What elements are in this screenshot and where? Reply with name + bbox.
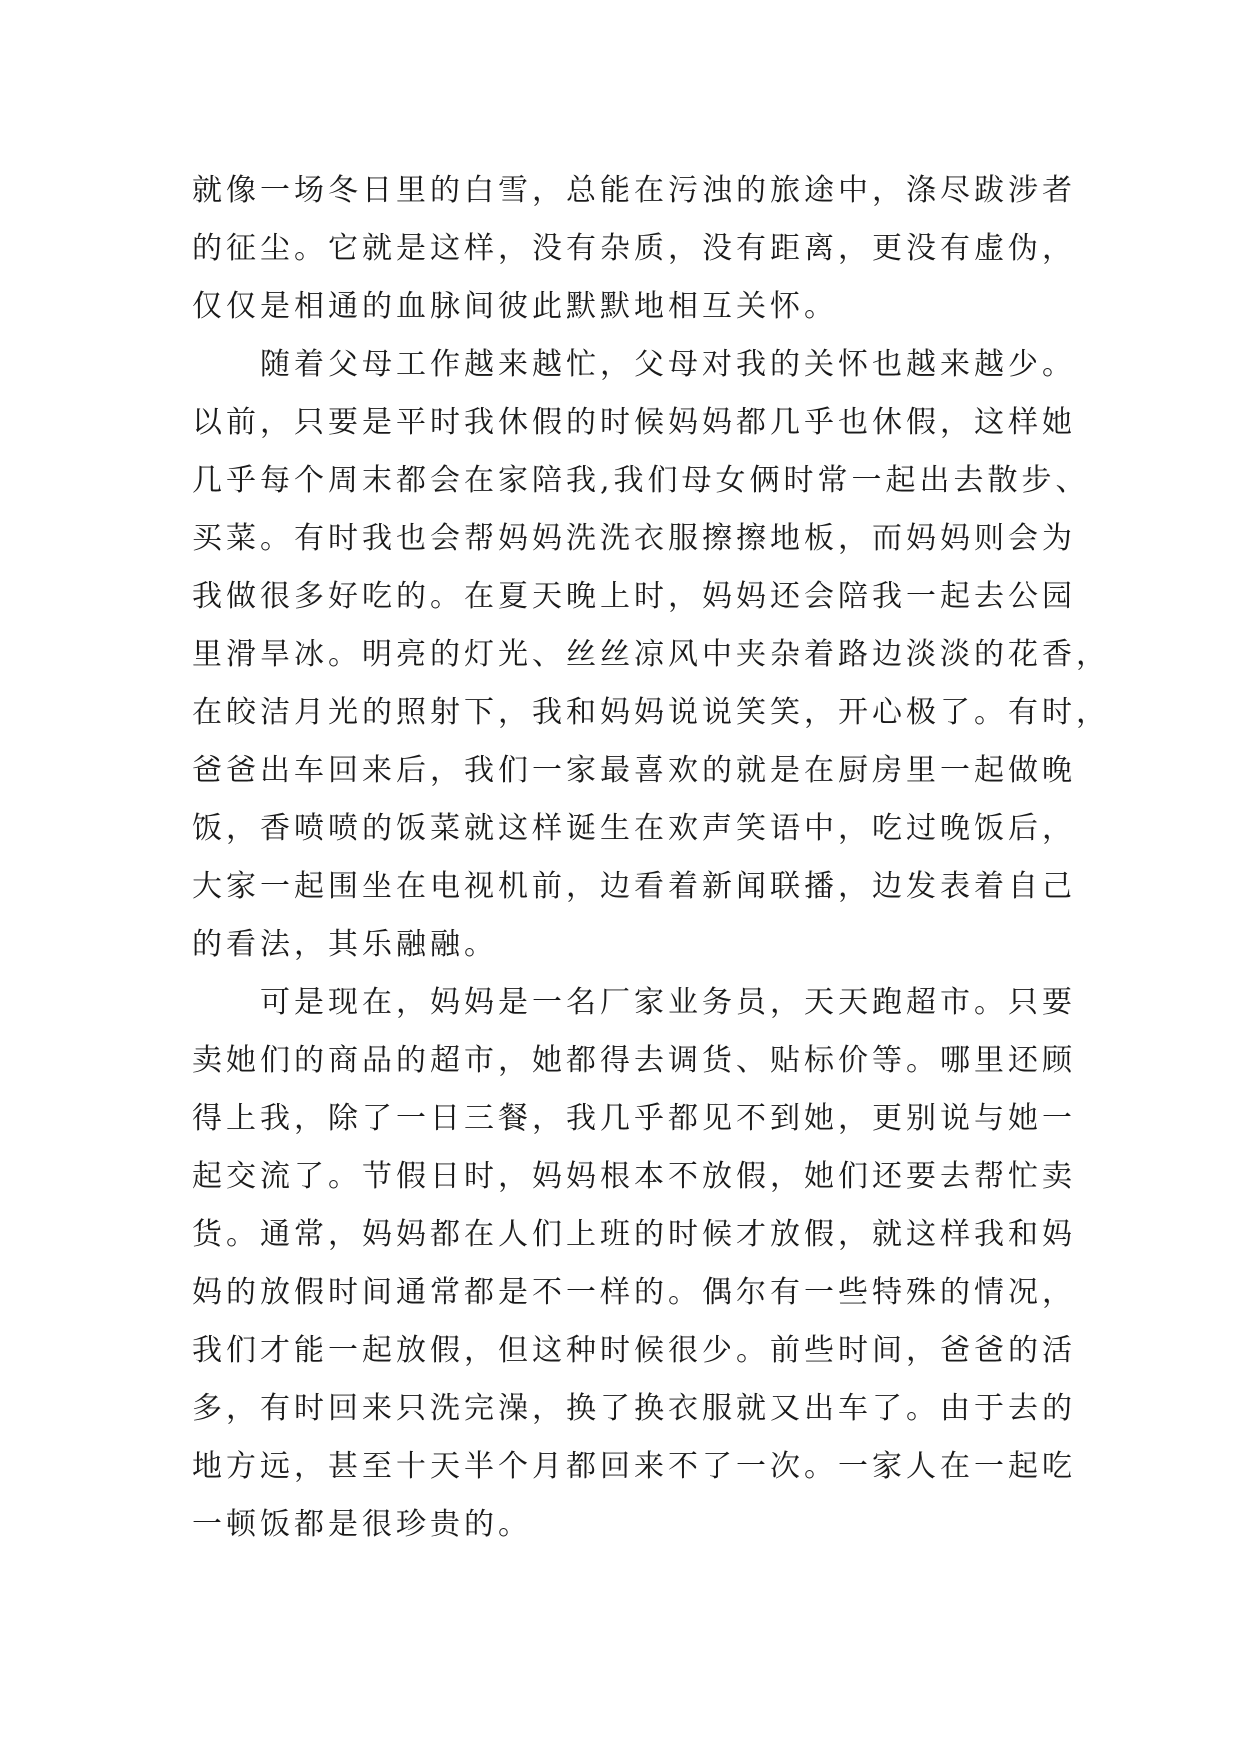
text-line: 里滑旱冰。明亮的灯光、丝丝凉风中夹杂着路边淡淡的花香，	[192, 637, 1110, 672]
text-line: 地方远，甚至十天半个月都回来不了一次。一家人在一起吃	[192, 1449, 1076, 1484]
text-line: 爸爸出车回来后，我们一家最喜欢的就是在厨房里一起做晚	[192, 753, 1076, 788]
text-line: 的征尘。它就是这样，没有杂质，没有距离，更没有虚伪，	[192, 231, 1076, 266]
text-line: 买菜。有时我也会帮妈妈洗洗衣服擦擦地板，而妈妈则会为	[192, 521, 1076, 556]
text-line: 就像一场冬日里的白雪，总能在污浊的旅途中，涤尽跋涉者	[192, 173, 1076, 208]
text-line: 仅仅是相通的血脉间彼此默默地相互关怀。	[192, 289, 838, 324]
text-line: 得上我，除了一日三餐，我几乎都见不到她，更别说与她一	[192, 1101, 1076, 1136]
text-line: 以前，只要是平时我休假的时候妈妈都几乎也休假，这样她	[192, 405, 1076, 440]
text-line: 在皎洁月光的照射下，我和妈妈说说笑笑，开心极了。有时，	[192, 695, 1110, 730]
text-line: 我们才能一起放假，但这种时候很少。前些时间，爸爸的活	[192, 1333, 1076, 1368]
paragraph-first-line: 可是现在，妈妈是一名厂家业务员，天天跑超市。只要	[260, 985, 1076, 1020]
text-line: 多，有时回来只洗完澡，换了换衣服就又出车了。由于去的	[192, 1391, 1076, 1426]
text-line: 几乎每个周末都会在家陪我,我们母女俩时常一起出去散步、	[192, 463, 1090, 498]
body-text	[192, 162, 1110, 1554]
text-line: 大家一起围坐在电视机前，边看着新闻联播，边发表着自己	[192, 869, 1076, 904]
text-line: 货。通常，妈妈都在人们上班的时候才放假，就这样我和妈	[192, 1217, 1076, 1252]
text-line: 的看法，其乐融融。	[192, 927, 498, 962]
text-line: 我做很多好吃的。在夏天晚上时，妈妈还会陪我一起去公园	[192, 579, 1076, 614]
text-line: 一顿饭都是很珍贵的。	[192, 1507, 532, 1542]
text-line: 妈的放假时间通常都是不一样的。偶尔有一些特殊的情况，	[192, 1275, 1076, 1310]
text-line: 饭，香喷喷的饭菜就这样诞生在欢声笑语中，吃过晚饭后，	[192, 811, 1076, 846]
text-line: 起交流了。节假日时，妈妈根本不放假，她们还要去帮忙卖	[192, 1159, 1076, 1194]
text-line: 卖她们的商品的超市，她都得去调货、贴标价等。哪里还顾	[192, 1043, 1076, 1078]
paragraph-first-line: 随着父母工作越来越忙，父母对我的关怀也越来越少。	[260, 347, 1076, 382]
